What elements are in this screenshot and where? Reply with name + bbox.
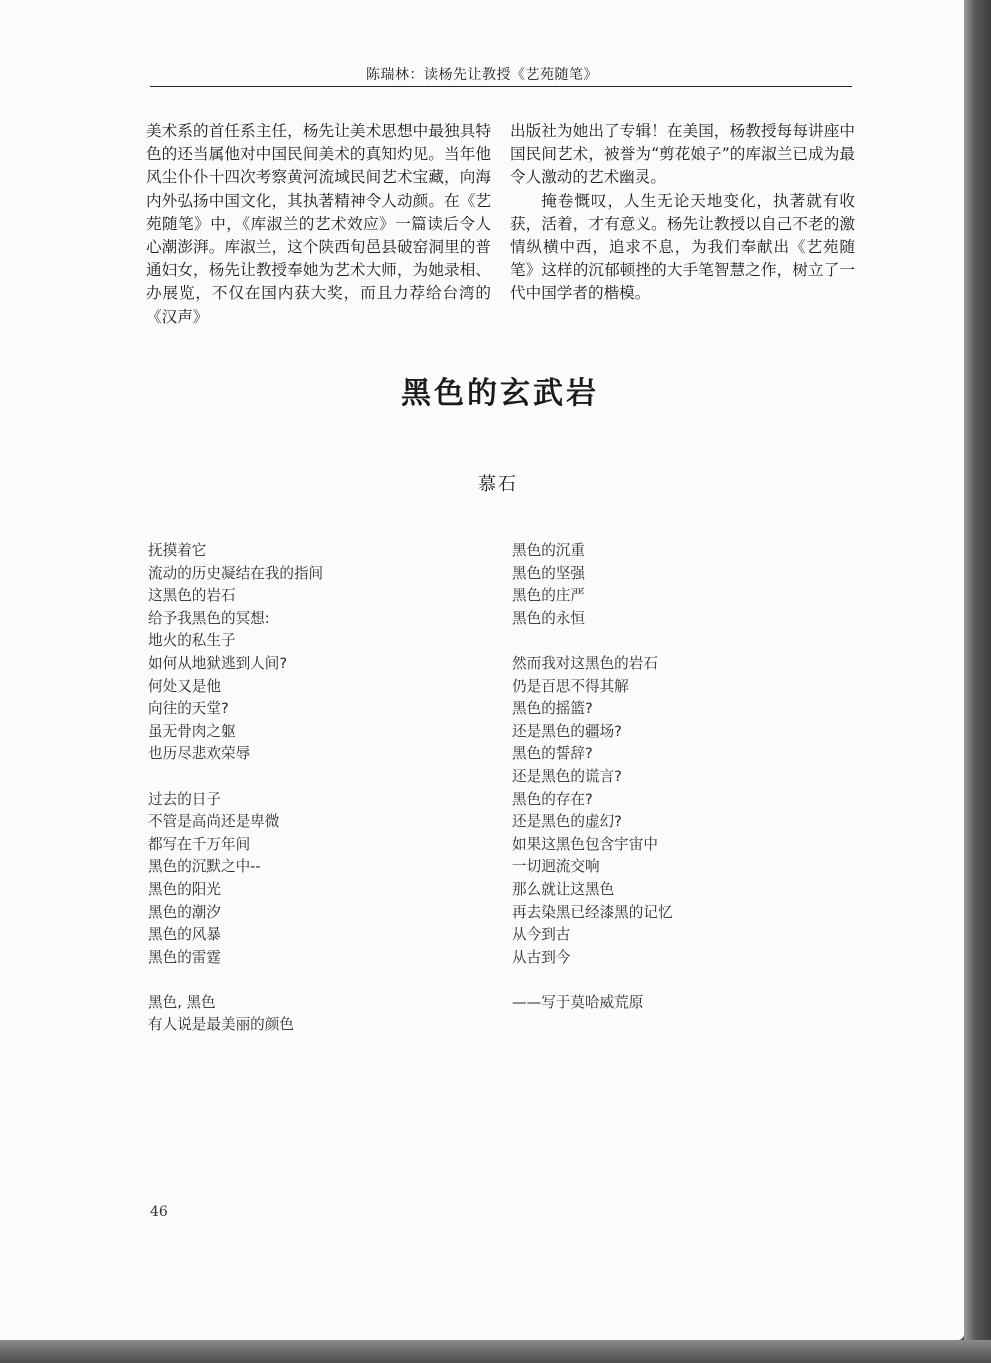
poem-line: 向往的天堂? [148,700,229,718]
poem-line: 虽无骨肉之躯 [148,722,236,740]
poem-line: 黑色的沉默之中-- [148,858,261,876]
poem-stanza [148,540,478,766]
poem-line: 那么就让这黑色 [512,880,615,898]
prose-paragraph: 掩卷慨叹，人生无论天地变化，执著就有收获，活着，才有意义。杨先让教授以自己不老的激 情纵横中西，追求不息，为我们奉献出《艺苑随笔》这样的沉郁顿挫的大手笔智慧之作，树立了一代中国学者的楷模。 [510,191,855,303]
poem-column-right [512,540,842,1014]
poem-stanza [512,653,842,969]
poem-line: 黑色的阳光 [148,880,221,898]
poem-line: 黑色的雷霆 [148,948,221,966]
prose-column-right [510,120,855,306]
poem-line: 也历尽悲欢荣辱 [148,745,251,763]
page-edge-shadow [0,1340,991,1363]
prose-paragraph: 美术系的首任系主任，杨先让美术思想中最独具特色的还当属他对中国民间美术的真知灼见。当年他风尘仆仆十四次考察黄河流域民间艺术宝藏，向海内外弘扬中国文化，其执著精神令人动颜。在《艺苑随笔》中，《库淑兰的艺术效应》一篇读后令人心潮澎湃。库淑兰，这个陕西旬邑县破窑洞里的普通妇女，杨先让教授奉她为艺术大师，为她录相、办展览，不仅在国内获大奖，而且力荐给台湾的《汉声》 [146,122,491,326]
poem-line: 黑色的坚强 [512,564,585,582]
poem-line: 黑色的誓辞? [512,745,593,763]
poem-line: 黑色的沉重 [512,542,585,559]
poem-line: 黑色的潮汐 [148,903,221,921]
poem-line: 如果这黑色包含宇宙中 [512,835,658,853]
poem-line: 黑色的摇篮? [512,700,593,718]
running-head: 陈瑞林：读杨先让教授《艺苑随笔》 [366,67,598,83]
poem-line: 黑色的风暴 [148,926,221,944]
header-rule [150,86,852,87]
poem-line: 再去染黑已经漆黑的记忆 [512,903,673,921]
page-number: 46 [150,1204,168,1220]
poem-line: 黑色的永恒 [512,609,585,627]
poem-line: 一切迥流交响 [512,858,600,876]
page-edge-shadow [964,0,991,1363]
poem-author: 慕石 [478,474,518,495]
poem-line: 黑色的存在? [512,790,593,808]
poem-line: 给予我黑色的冥想: [148,609,270,627]
poem-line: 何处又是他 [148,677,221,695]
poem-line: 黑色的庄严 [512,587,585,605]
poem-line: 然而我对这黑色的岩石 [512,654,658,672]
poem-column-left [148,540,478,1060]
poem-signature: ——写于莫哈威荒原 [512,993,644,1011]
poem-stanza [148,992,478,1037]
poem-stanza [512,540,842,630]
poem-line: 抚摸着它 [148,542,207,559]
poem-line: 过去的日子 [148,790,221,808]
poem-stanza [148,789,478,970]
poem-line: 流动的历史凝结在我的指间 [148,564,324,582]
poem-line: 还是黑色的谎言? [512,767,622,785]
poem-line: 从古到今 [512,948,571,966]
poem-line: 地火的私生子 [148,632,236,650]
poem-line: 这黑色的岩石 [148,587,236,605]
poem-line: 如何从地狱逃到人间? [148,654,288,672]
poem-line: 从今到古 [512,926,571,944]
prose-paragraph: 出版社为她出了专辑！在美国，杨教授每每讲座中国民间艺术，被誉为“剪花娘子”的库淑兰已成为最令人激动的艺术幽灵。 [510,122,855,187]
poem-line: 有人说是最美丽的颜色 [148,1016,294,1034]
poem-line: 还是黑色的疆场? [512,722,622,740]
poem-title: 黑色的玄武岩 [401,376,599,411]
poem-line: 都写在千万年间 [148,835,251,853]
poem-line: 黑色, 黑色 [148,993,216,1011]
poem-line: 不管是高尚还是卑微 [148,813,280,831]
poem-line: 还是黑色的虚幻? [512,813,622,831]
poem-line: 仍是百思不得其解 [512,677,629,695]
prose-column-left [146,120,491,329]
